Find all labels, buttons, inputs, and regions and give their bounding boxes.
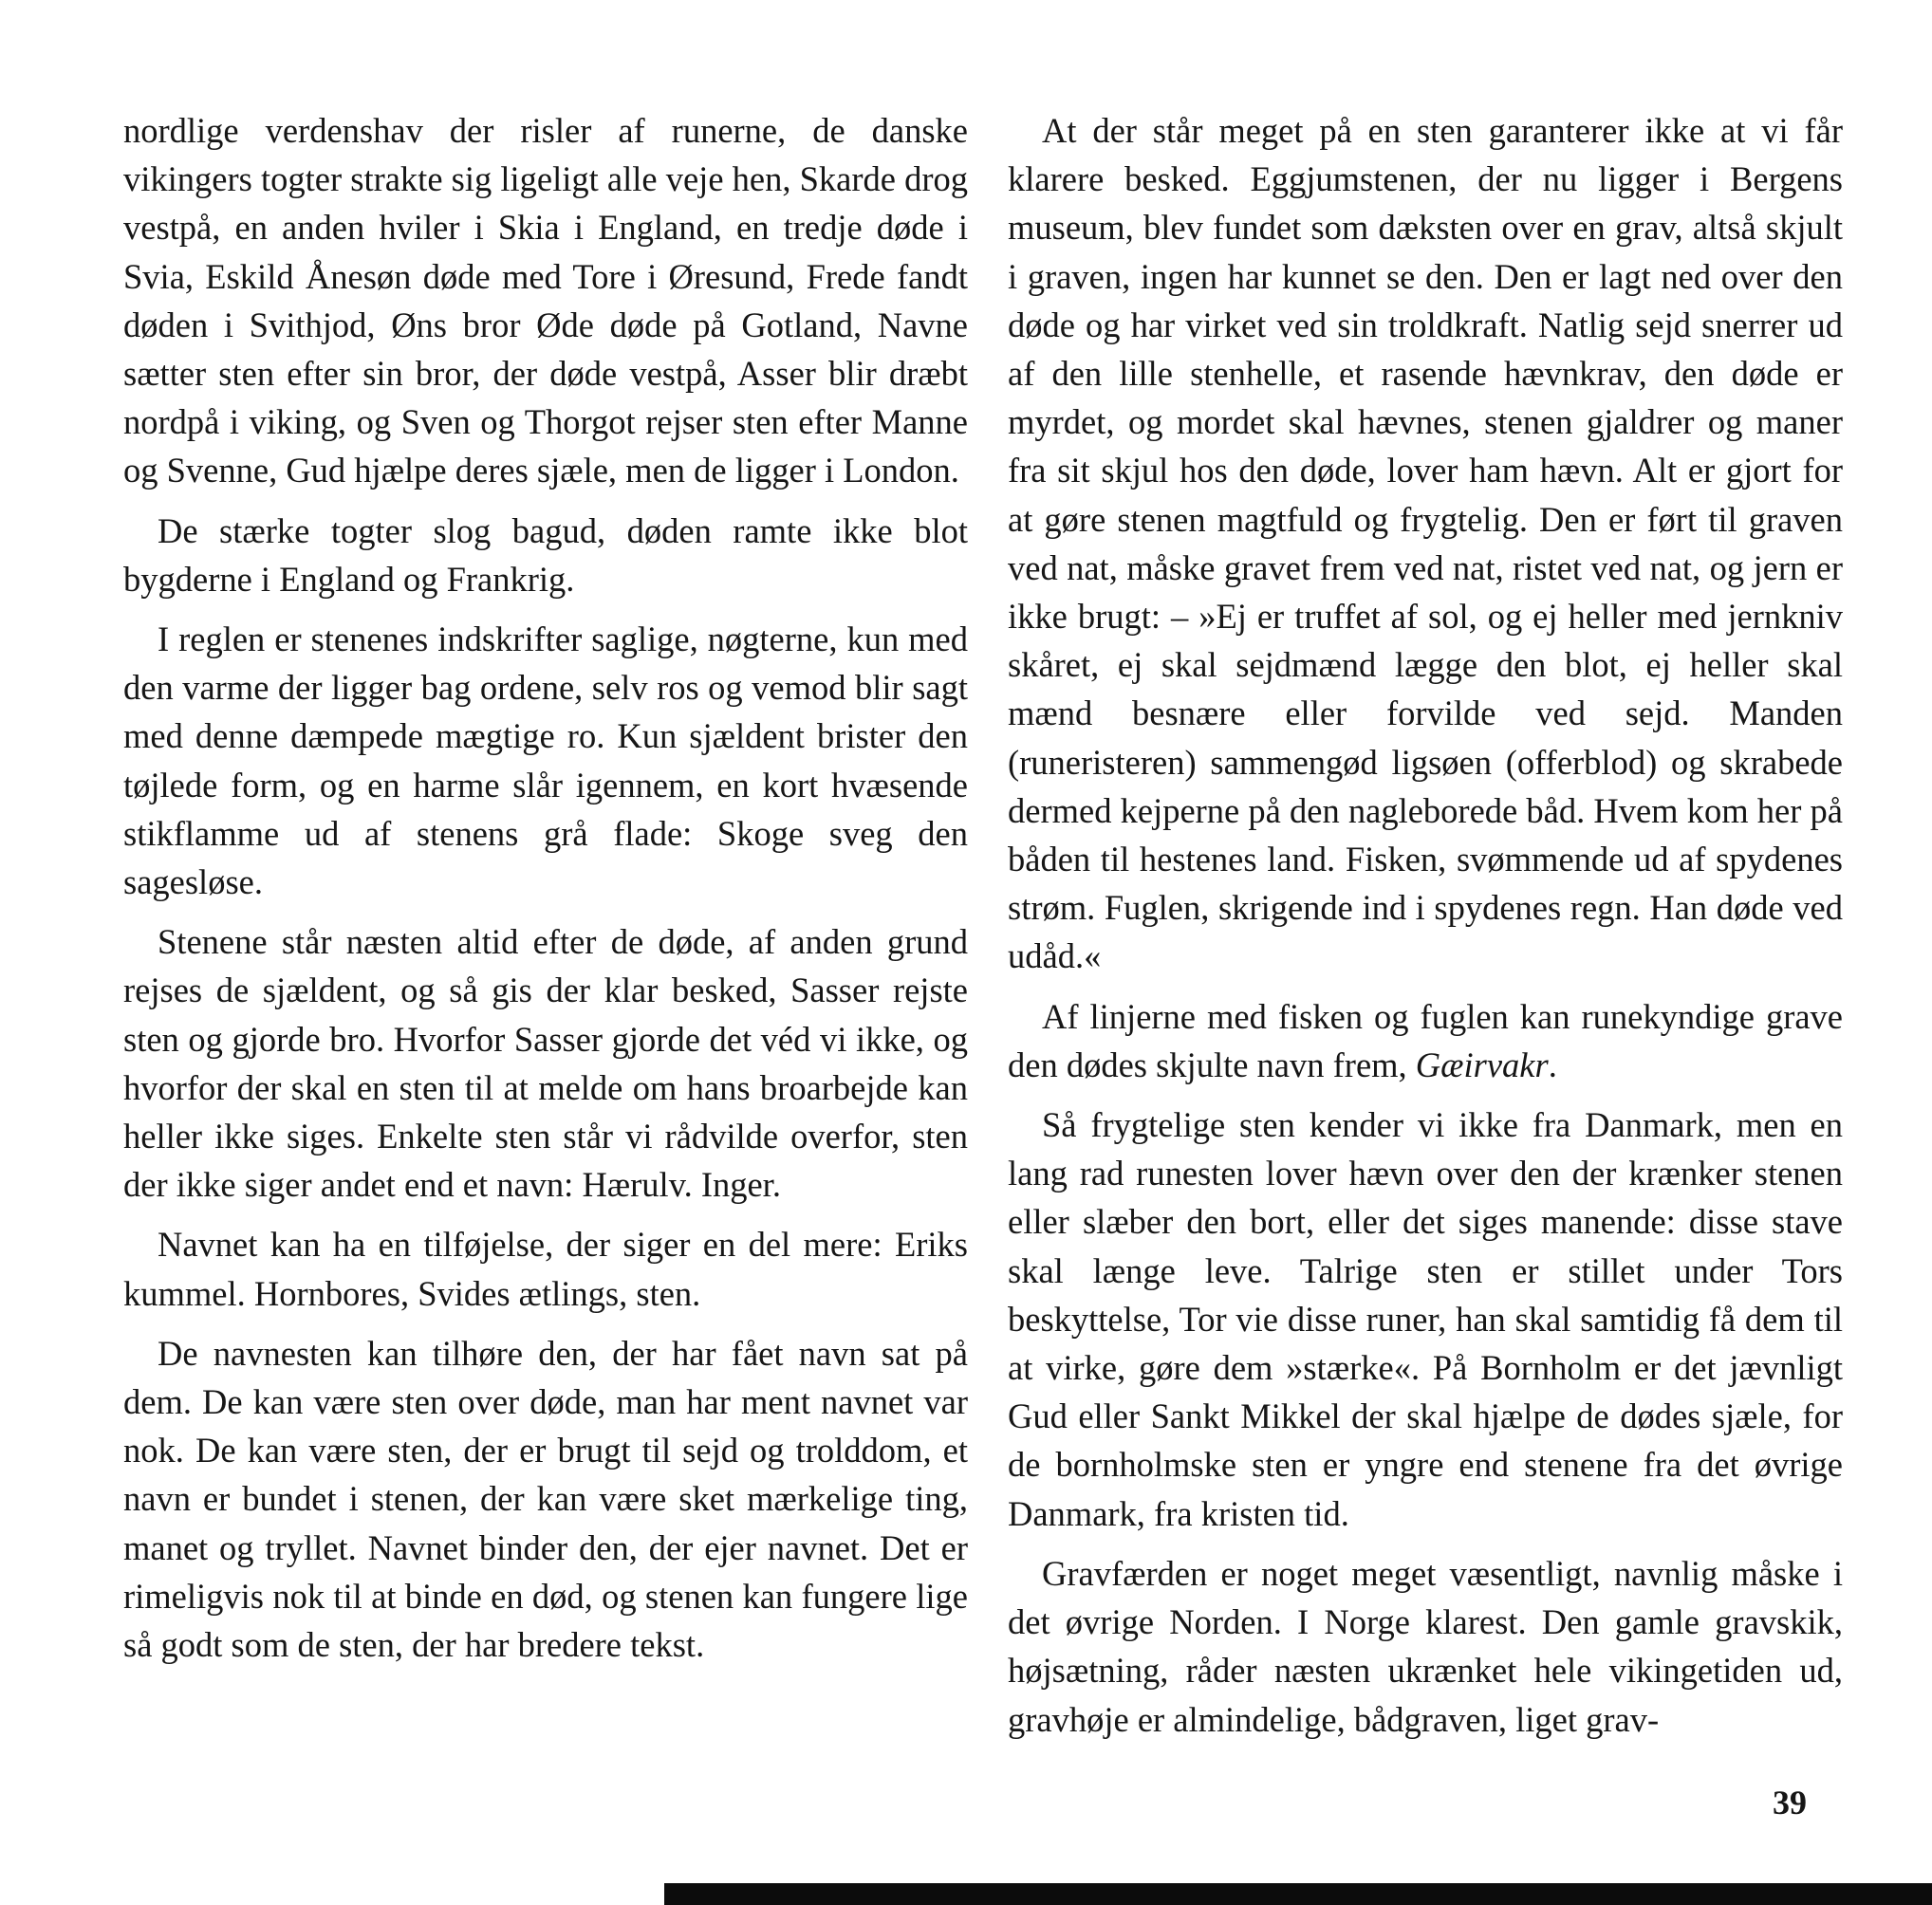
paragraph: Gravfærden er noget meget væsentligt, navnlig måske i det øvrige Norden. I Norge klarest. Den gamle gravskik, højsætning, råder næsten ukrænket hele vikingetiden ud, gravhøje er almindelige, bådgraven, liget grav-: [1008, 1553, 1843, 1739]
paragraph: De stærke togter slog bagud, døden ramte ikke blot bygderne i England og Frankrig.: [123, 510, 968, 599]
paragraph: nordlige verdenshav der risler af runerne, de danske vikingers togter strakte sig ligeligt alle veje hen, Skarde drog vestpå, en anden hviler i Skia i England, en tredje døde i Svia, Eskild Ånesøn døde med Tore i Øresund, Frede fandt døden i Svithjod, Øns bror Øde døde på Gotland, Navne sætter sten efter sin bror, der døde vestpå, Asser blir dræbt nordpå i viking, og Sven og Thorgot rejser sten efter Manne og Svenne, Gud hjælpe deres sjæle, men de ligger i London.: [123, 111, 968, 490]
paragraph-with-italic-name: [1008, 992, 1843, 1089]
paragraph: I reglen er stenenes indskrifter saglige, nøgterne, kun med den varme der ligger bag ordene, selv ros og vemod blir sagt med denne dæmpede mægtige ro. Kun sjældent brister den tøjlede form, og en harme slår igennem, en kort hvæsende stikflamme ud af stenens grå flade: Skoge sveg den sagesløse.: [123, 620, 968, 902]
paragraph: Så frygtelige sten kender vi ikke fra Danmark, men en lang rad runesten lover hævn over den der krænker stenen eller slæber den bort, eller det siges manende: disse stave skal længe leve. Talrige sten er stillet under Tors beskyttelse, Tor vie disse runer, han skal samtidig få dem til at virke, gøre dem »stærke«. På Bornholm er det jævnligt Gud eller Sankt Mikkel der skal hjælpe de dødes sjæle, for de bornholmske sten er yngre end stenene fra det øvrige Danmark, fra kristen tid.: [1008, 1105, 1843, 1533]
left-text-column: [123, 106, 968, 1669]
right-text-column: [1008, 106, 1843, 1744]
page-number: 39: [1773, 1784, 1807, 1822]
paragraph: Navnet kan ha en tilføjelse, der siger en del mere: Eriks kummel. Hornbores, Svides ætlings, sten.: [123, 1225, 968, 1313]
paragraph: De navnesten kan tilhøre den, der har fået navn sat på dem. De kan være sten over døde, man har ment navnet var nok. De kan være sten, der er brugt til sejd og trolddom, et navn er bundet i stenen, der kan være sket mærkelige ting, manet og tryllet. Navnet binder den, der ejer navnet. Det er rimeligvis nok til at binde en død, og stenen kan fungere lige så godt som de sten, der har bredere tekst.: [123, 1333, 968, 1665]
scan-edge-bar: [664, 1883, 1932, 1905]
italic-name-suffix: .: [1548, 1045, 1557, 1084]
paragraph: Stenene står næsten altid efter de døde, af anden grund rejses de sjældent, og så gis der klar besked, Sasser rejste sten og gjorde bro. Hvorfor Sasser gjorde det véd vi ikke, og hvorfor der skal en sten til at melde om hans broarbejde kan heller ikke siges. Enkelte sten står vi rådvilde overfor, sten der ikke siger andet end et navn: Hærulv. Inger.: [123, 922, 968, 1205]
italic-rune-name: Gæirvakr: [1415, 1045, 1549, 1084]
paragraph-text: Af linjerne med fisken og fuglen kan runekyndige grave den dødes skjulte navn frem,: [1008, 996, 1843, 1084]
paragraph: At der står meget på en sten garanterer ikke at vi får klarere besked. Eggjumstenen, der nu ligger i Bergens museum, blev fundet som dæksten over en grav, altså skjult i graven, ingen har kunnet se den. Den er lagt ned over den døde og har virket ved sin troldkraft. Natlig sejd snerrer ud af den lille stenhelle, et rasende hævnkrav, den døde er myrdet, og mordet skal hævnes, stenen gjaldrer og maner fra sit skjul hos den døde, lover ham hævn. Alt er gjort for at gøre stenen magtfuld og frygtelig. Den er ført til graven ved nat, måske gravet frem ved nat, ristet ved nat, og jern er ikke brugt: – »Ej er truffet af sol, og ej heller med jernkniv skåret, ej skal sejdmænd lægge den blot, ej heller skal mænd besnære eller forvilde ved sejd. Manden (runeristeren) sammengød ligsøen (offerblod) og skrabede dermed kejperne på den nagleborede båd. Hvem kom her på båden til hestenes land. Fisken, svømmende ud af spydenes strøm. Fuglen, skrigende ind i spydenes regn. Han døde ved udåd.«: [1008, 111, 1843, 976]
